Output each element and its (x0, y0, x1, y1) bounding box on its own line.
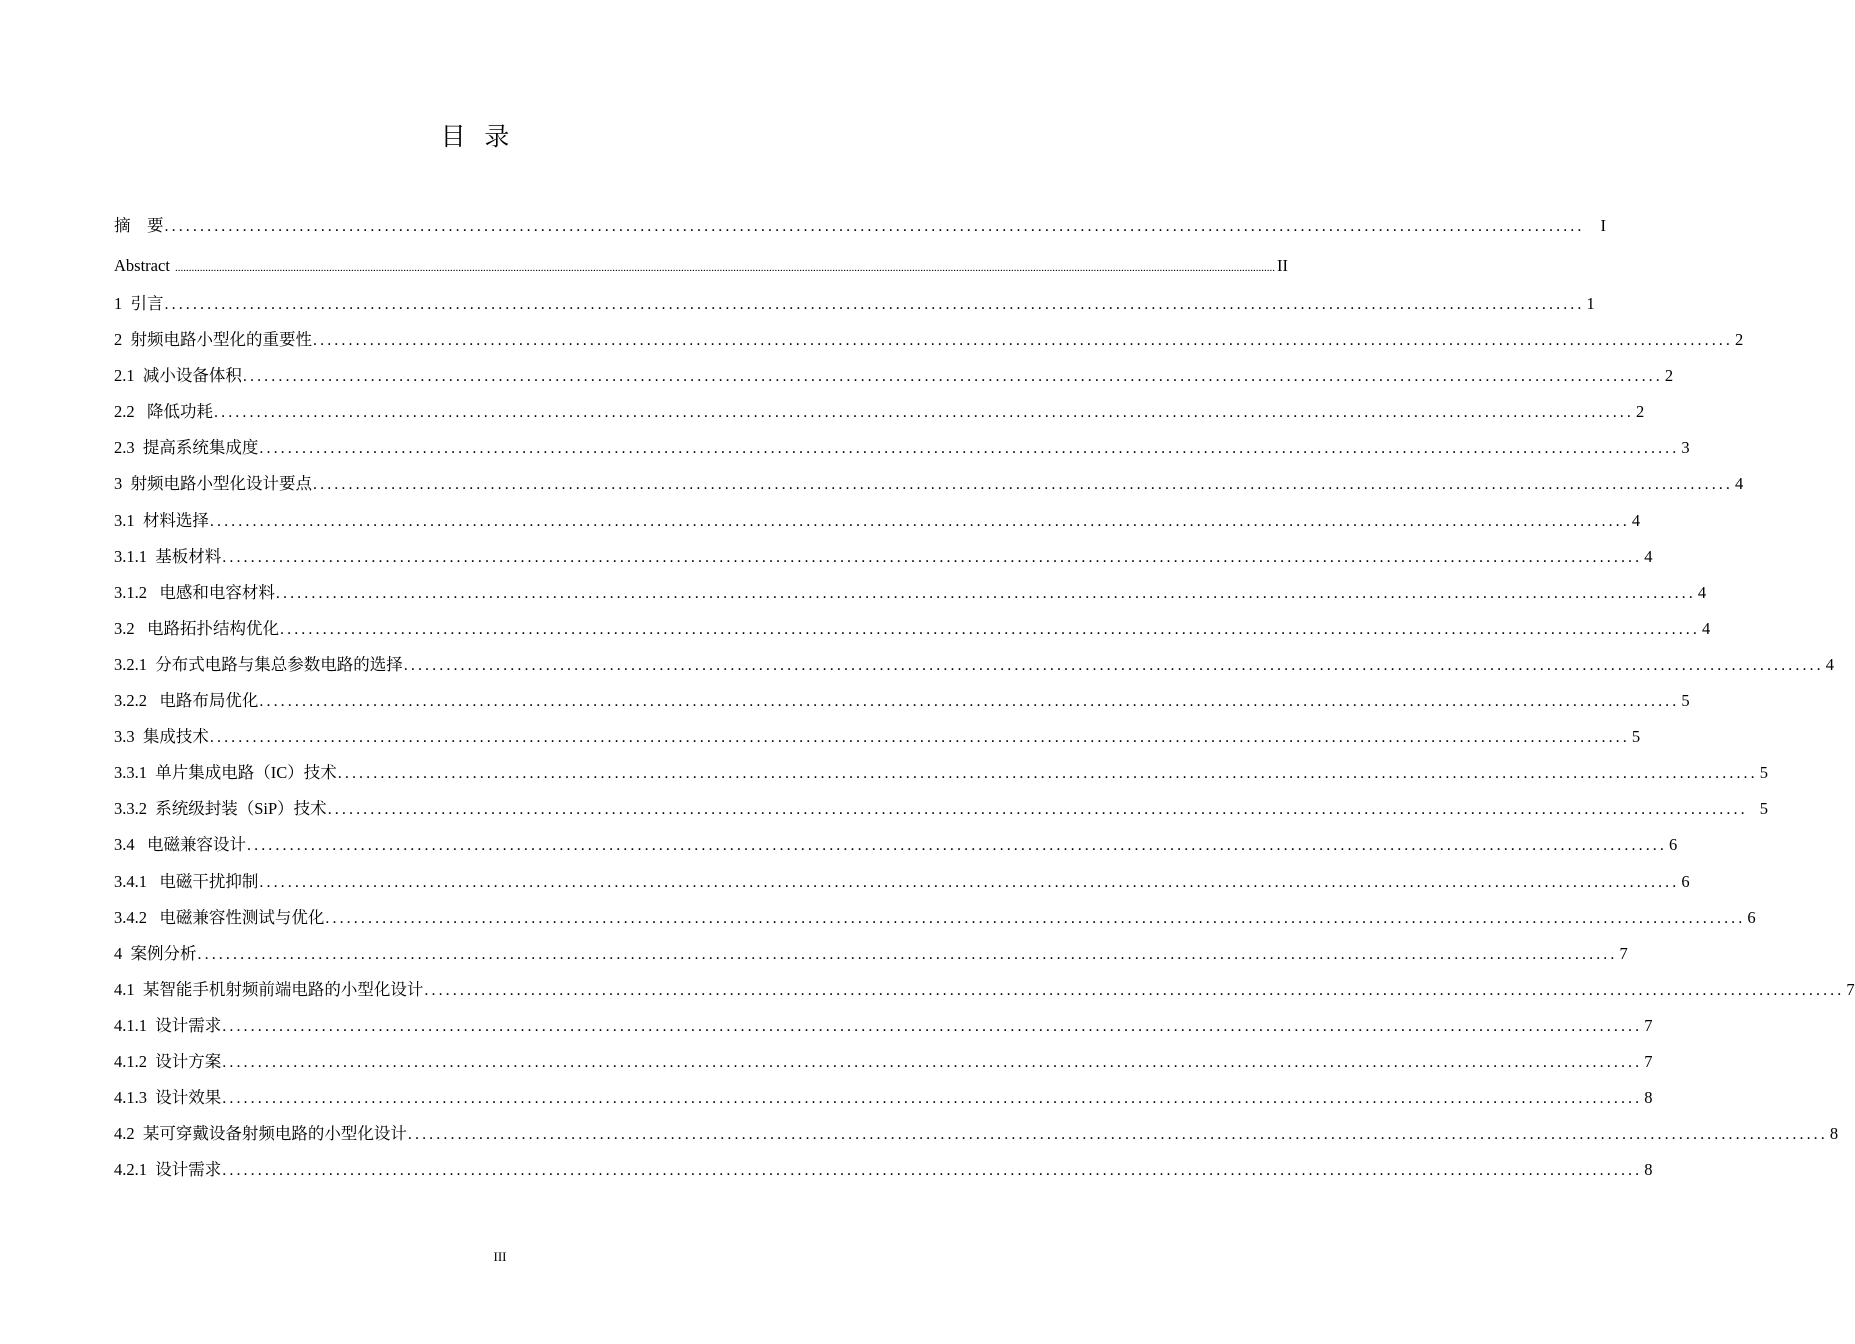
toc-entry[interactable] (114, 827, 1678, 863)
toc-entry-page: 4 (1697, 582, 1707, 602)
toc-entry-label: 2.2 降低功耗 (114, 402, 213, 422)
toc-entry-label: 3 射频电路小型化设计要点 (114, 474, 312, 494)
toc-entry-label: 3.2 电路拓扑结构优化 (114, 618, 279, 638)
toc-entry-label: 3.3 集成技术 (114, 727, 209, 747)
toc-leader-dots: ........................................................................................................................................................................................................ (247, 837, 1667, 855)
toc-entry-label: 摘 要 (114, 216, 164, 235)
toc-entry[interactable] (114, 322, 1744, 358)
toc-leader-dots: ........................................................................................................................................................................................................ (242, 368, 1663, 386)
toc-entry-label: 4.1 某智能手机射频前端电路的小型化设计 (114, 979, 424, 999)
toc-entry[interactable] (114, 286, 1595, 322)
toc-entry[interactable] (114, 755, 1768, 791)
toc-entry-page: 4 (1702, 618, 1711, 638)
toc-entry-label: 4 案例分析 (114, 943, 197, 963)
toc-entry-page: 2 (1664, 366, 1674, 386)
toc-entry[interactable] (114, 358, 1674, 394)
toc-entry-page: 8 (1829, 1124, 1839, 1144)
toc-entry-label: 3.4.1 电磁干扰抑制 (114, 871, 259, 891)
toc-entry-page: 8 (1644, 1088, 1653, 1108)
toc-entry-label: 4.1.1 设计需求 (114, 1015, 222, 1035)
toc-entry-page: 7 (1644, 1015, 1653, 1035)
toc-entry-page: 4 (1735, 474, 1744, 494)
toc-entry[interactable] (114, 1080, 1653, 1116)
page-number: III (493, 1249, 507, 1264)
toc-leader-dots: ........................................................................................................................................................................................................ (164, 218, 1585, 235)
toc-entry-label: 3.1.1 基板材料 (114, 546, 222, 566)
toc-entry-label: Abstract (114, 256, 175, 275)
toc-entry-page: 5 (1681, 691, 1690, 711)
toc-leader-dots: ........................................................................................................................................................................................................ (424, 981, 1845, 999)
toc-leader-dots: ........................................................................................................................................................................................................ (209, 729, 1630, 747)
toc-entry[interactable] (114, 900, 1756, 936)
toc-entry-label: 3.3.1 单片集成电路（IC）技术 (114, 763, 337, 783)
toc-entry[interactable] (114, 936, 1628, 972)
toc-entry-label: 2 射频电路小型化的重要性 (114, 330, 312, 350)
toc-entry-label: 4.2 某可穿戴设备射频电路的小型化设计 (114, 1124, 407, 1144)
toc-entry-page: 3 (1681, 438, 1690, 458)
toc-leader-dots: ........................................................................................................................................................................................................ (313, 476, 1733, 494)
toc-entry-label: 2.1 减小设备体积 (114, 366, 242, 386)
toc-leader-dots: ........................................................................................................................................................................................................ (280, 620, 1700, 638)
toc-entry-page: I (1600, 216, 1606, 235)
toc-leader-dots: ........................................................................................................................................................................................................ (209, 512, 1630, 530)
toc-entry-page: 4 (1631, 510, 1641, 530)
toc-entry-page: 5 (1631, 727, 1641, 747)
page-title: 目 录 (440, 124, 510, 151)
toc-entry-page: 8 (1644, 1160, 1653, 1180)
toc-entry-label: 3.1 材料选择 (114, 510, 209, 530)
toc-entry[interactable] (114, 683, 1690, 719)
toc-entry-page: 5 (1759, 763, 1768, 783)
toc-entry[interactable] (114, 1116, 1839, 1152)
toc-leader-dots: ........................................................................................................................................................................................................ (327, 801, 1748, 819)
toc-entry[interactable] (114, 503, 1641, 539)
toc-entry[interactable] (114, 791, 1768, 827)
toc-entry-page: 4 (1644, 546, 1653, 566)
toc-entry[interactable] (114, 611, 1711, 647)
toc-leader-dots: ........................................................................................................................................................................................................ (259, 873, 1680, 891)
toc-leader-dots: ........................................................................................................................................................................................................ (222, 1053, 1643, 1071)
toc-entry-label: 4.1.3 设计效果 (114, 1088, 222, 1108)
toc-entry[interactable] (114, 430, 1690, 466)
toc-entry-page: 7 (1644, 1051, 1653, 1071)
toc-entry-label: 3.4 电磁兼容设计 (114, 835, 246, 855)
table-of-contents (114, 208, 1855, 1188)
toc-leader-dots: ........................................................................................................................................................................................................ (164, 296, 1585, 313)
toc-leader-dots: ........................................................................................................................................................................................................ (197, 945, 1618, 963)
toc-leader-dots: ........................................................................................................................................................................................................ (214, 404, 1634, 422)
toc-entry-label: 3.3.2 系统级封装（SiP）技术 (114, 799, 327, 819)
toc-leader-dots: ........................................................................................................................................................................................................ (407, 1126, 1828, 1144)
toc-entry-label: 3.2.2 电路布局优化 (114, 691, 259, 711)
toc-entry[interactable] (114, 719, 1641, 755)
toc-entry-label: 2.3 提高系统集成度 (114, 438, 259, 458)
toc-entry-page: 2 (1735, 330, 1744, 350)
toc-entry-page: 2 (1636, 402, 1645, 422)
toc-leader-dots: ........................................................................................................................................................................................................ (222, 1090, 1643, 1108)
toc-entry[interactable] (114, 864, 1690, 900)
toc-entry-label: 4.2.1 设计需求 (114, 1160, 222, 1180)
toc-entry[interactable] (114, 972, 1855, 1008)
toc-entry[interactable] (114, 208, 1606, 246)
toc-entry-label: 3.1.2 电感和电容材料 (114, 582, 275, 602)
toc-leader-dots: ........................................................................................................................................................................................................ (259, 693, 1680, 711)
toc-entry[interactable] (114, 1044, 1653, 1080)
toc-entry-page: II (1277, 256, 1289, 275)
toc-entry-label: 3.4.2 电磁兼容性测试与优化 (114, 907, 325, 927)
toc-leader-dots: ................................................................................................................................................................................................................................................................................................................................................................................................................ (175, 262, 1276, 274)
toc-entry-label: 3.2.1 分布式电路与集总参数电路的选择 (114, 654, 403, 674)
toc-entry-label: 1 引言 (114, 294, 164, 313)
toc-entry[interactable] (114, 1008, 1653, 1044)
toc-entry-page: 7 (1846, 979, 1855, 999)
toc-entry[interactable] (114, 394, 1645, 430)
toc-leader-dots: ........................................................................................................................................................................................................ (337, 765, 1758, 783)
toc-entry-label: 4.1.2 设计方案 (114, 1051, 222, 1071)
toc-entry[interactable] (114, 647, 1834, 683)
toc-leader-dots: ........................................................................................................................................................................................................ (222, 548, 1643, 566)
toc-leader-dots: ........................................................................................................................................................................................................ (222, 1017, 1643, 1035)
toc-entry-page: 7 (1619, 943, 1628, 963)
toc-entry[interactable] (114, 246, 1289, 286)
toc-entry[interactable] (114, 466, 1744, 502)
toc-leader-dots: ........................................................................................................................................................................................................ (325, 909, 1746, 927)
toc-leader-dots: ........................................................................................................................................................................................................ (403, 656, 1824, 674)
toc-leader-dots: ........................................................................................................................................................................................................ (259, 440, 1680, 458)
toc-entry-page: 6 (1681, 871, 1690, 891)
toc-entry[interactable] (114, 1152, 1653, 1188)
toc-entry[interactable] (114, 539, 1653, 575)
toc-entry-page: 6 (1669, 835, 1678, 855)
toc-entry[interactable] (114, 575, 1707, 611)
toc-entry-page: 1 (1586, 294, 1595, 313)
toc-leader-dots: ........................................................................................................................................................................................................ (222, 1162, 1643, 1180)
toc-leader-dots: ........................................................................................................................................................................................................ (275, 584, 1696, 602)
toc-leader-dots: ........................................................................................................................................................................................................ (313, 332, 1733, 350)
toc-entry-page: 5 (1759, 799, 1768, 819)
toc-entry-page: 6 (1747, 907, 1756, 927)
toc-entry-page: 4 (1825, 654, 1834, 674)
